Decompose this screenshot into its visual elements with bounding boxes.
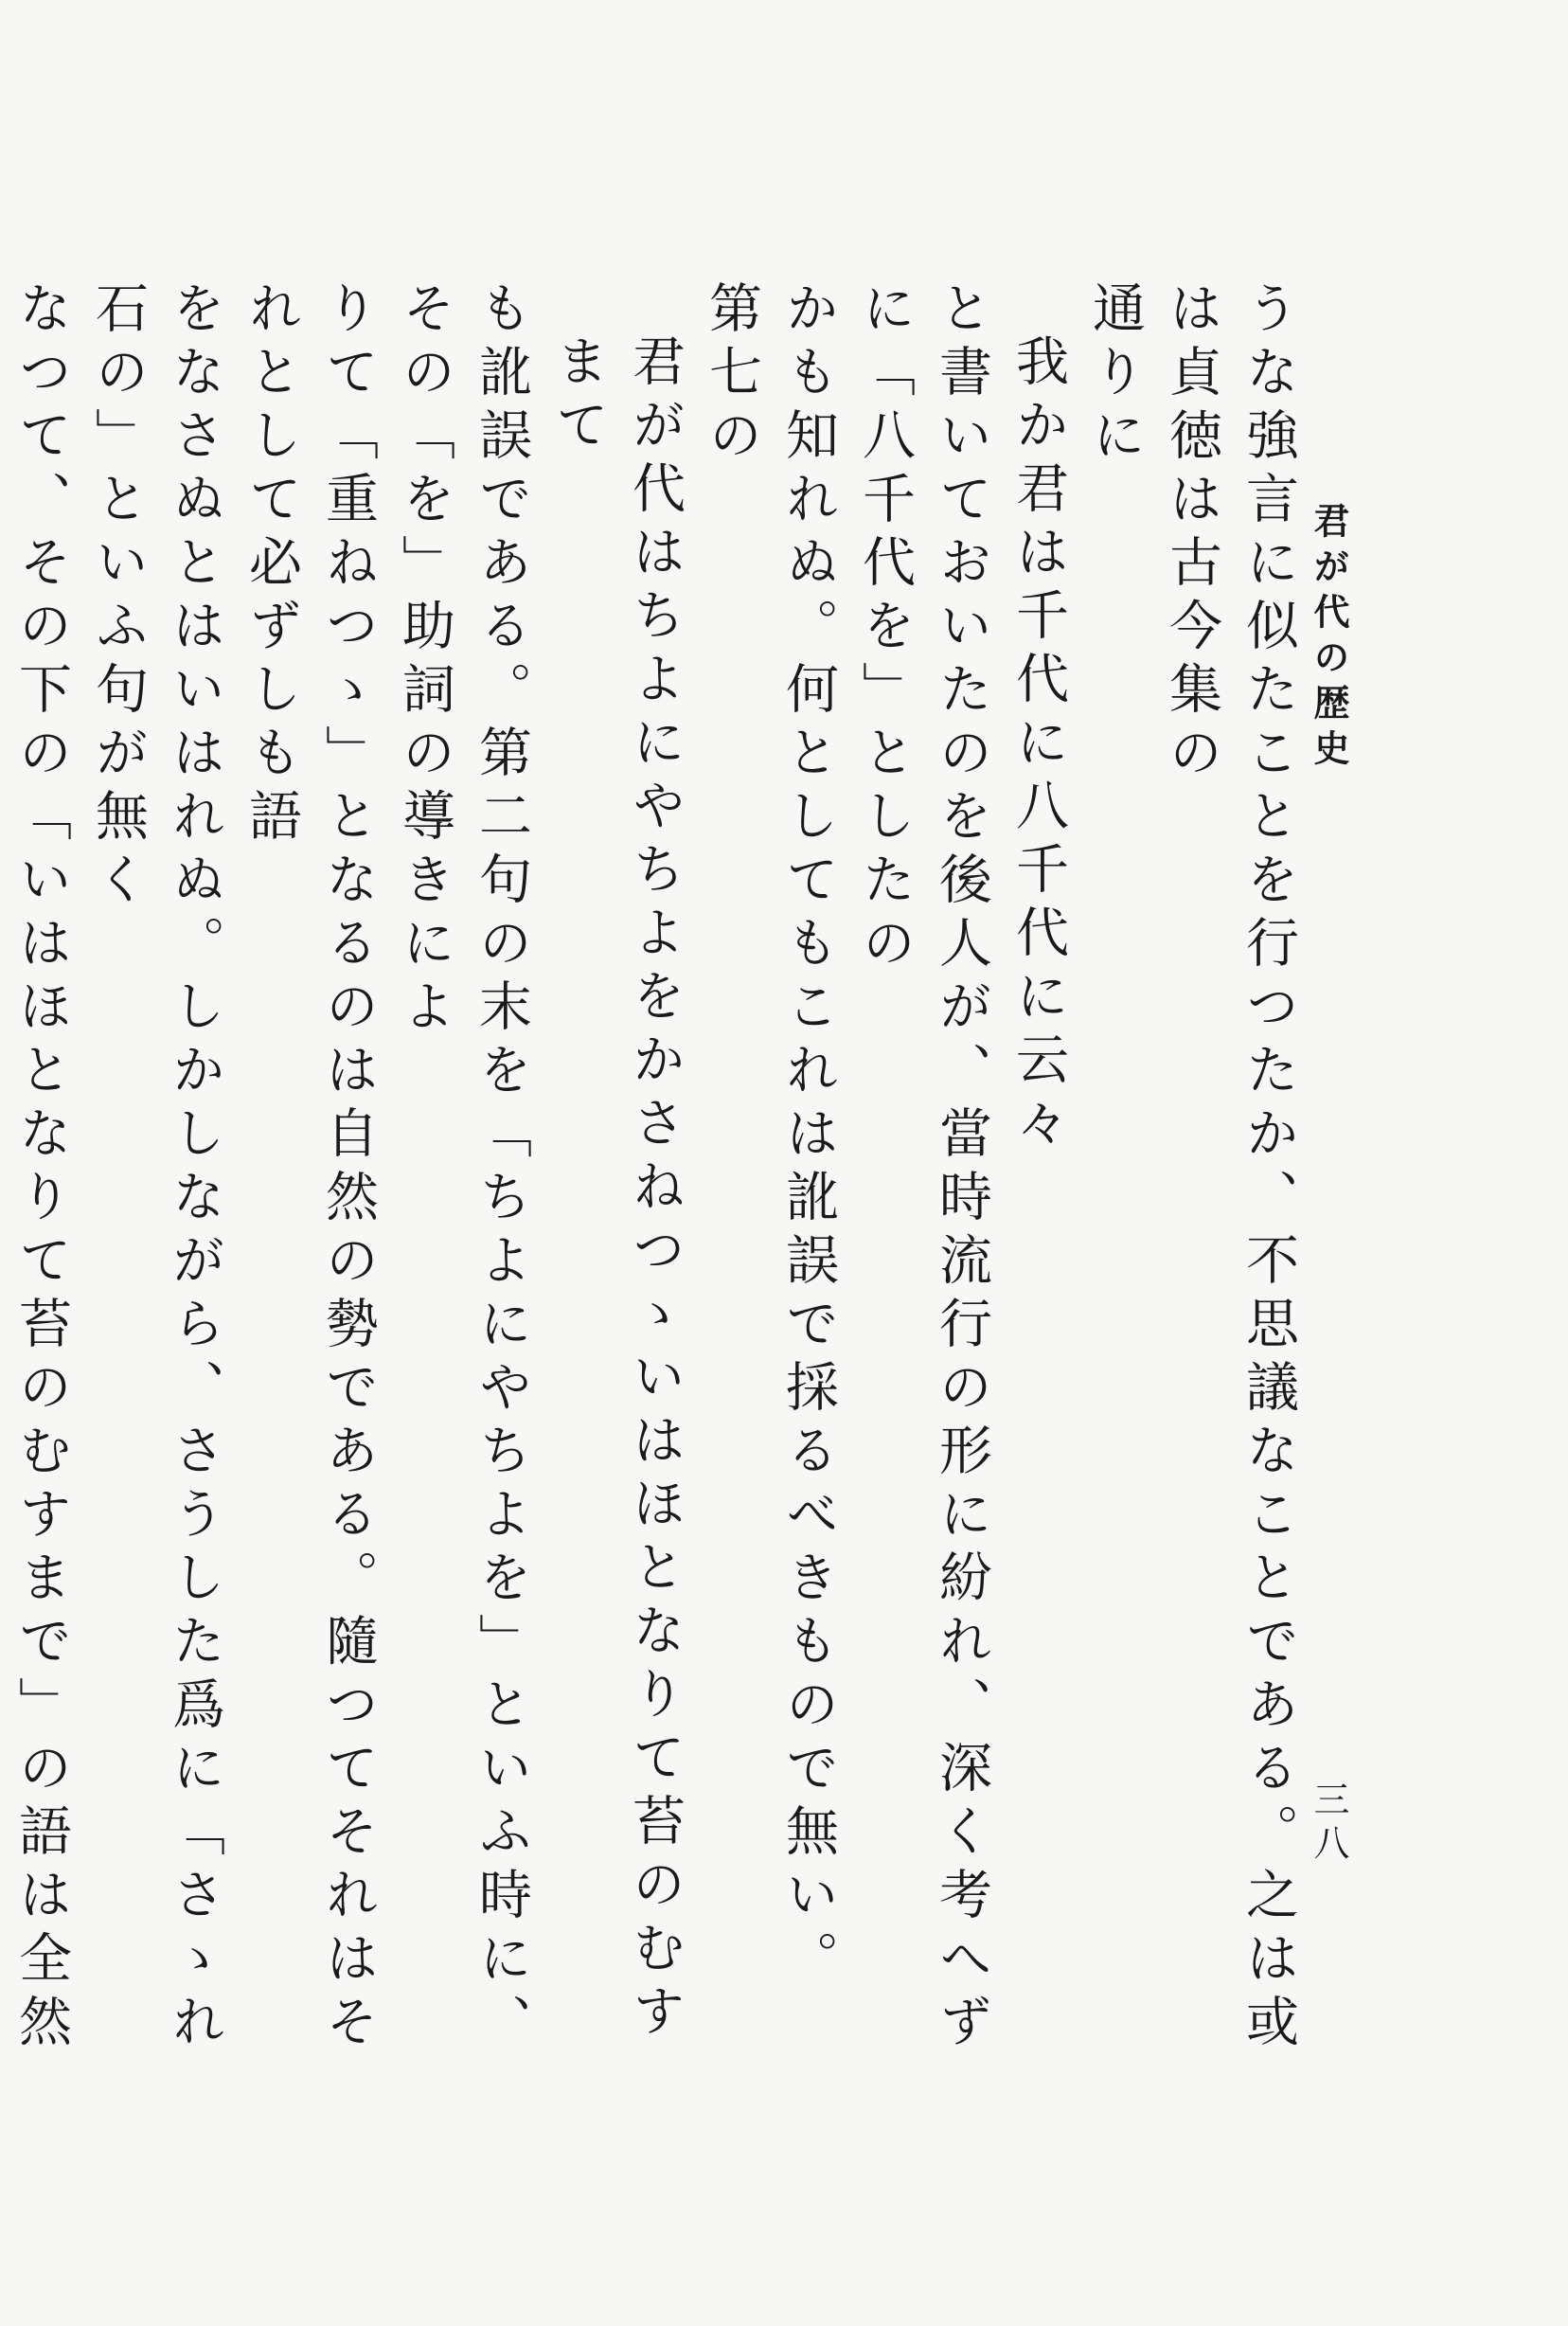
text-line: 通りに (1084, 280, 1146, 471)
text-line: 我か君は千代に八千代に云々 (1007, 333, 1069, 1158)
text-line: も訛誤である。第二句の末を「ちよにやちよを」といふ時に、その「を」助詞の導きによ (394, 280, 532, 2057)
text-line: 第七の (701, 280, 762, 471)
text-line: うな強言に似たことを行つたか、不思議なことである。之は或は貞徳は古今集の (1161, 280, 1299, 2057)
body-text (10, 280, 1307, 2108)
text-line: をなさぬとはいはれぬ。しかしながら、さうした爲に「さゝれ石の」といふ句が無く (87, 280, 225, 2057)
page-number: 三八 (1308, 1780, 1349, 1868)
text-line: かも知れぬ。何としてもこれは訛誤で採るべきもので無い。 (777, 280, 839, 1994)
text-line: と書いておいたのを後人が、當時流行の形に紛れ、深く考へずに「八千代を」としたの (854, 280, 992, 2057)
text-line: なつて、その下の「いはほとなりて苔のむすまで」の語は全然 (10, 280, 72, 2057)
text-line: りて「重ねつゝ」となるのは自然の勢である。隨つてそれはそれとして必ずしも語 (241, 280, 379, 2057)
text-line: 君が代はちよにやちよをかさねつゝいはほとなりて苔のむすまて (547, 333, 686, 2047)
running-head: 君が代の歴史 (1308, 502, 1350, 775)
